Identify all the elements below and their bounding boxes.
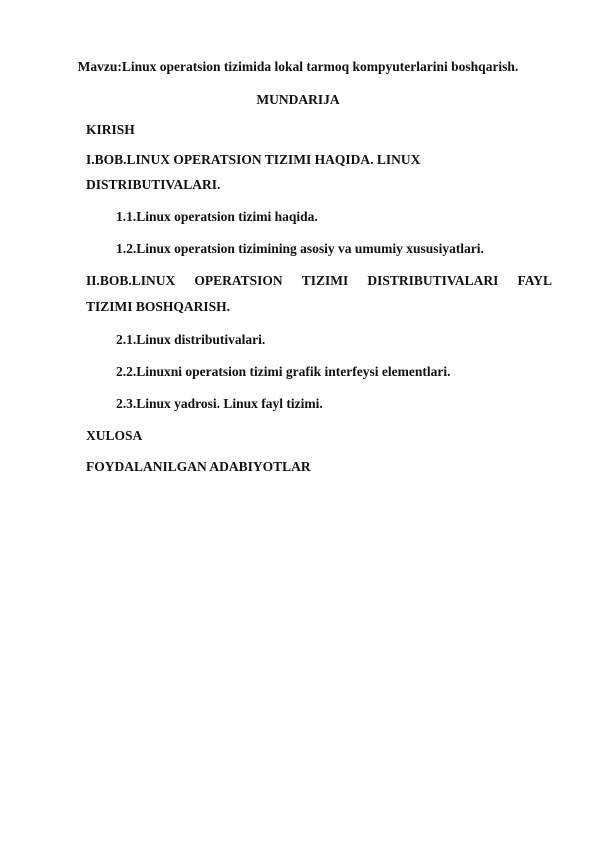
toc-item-chapter1-line2: DISTRIBUTIVALARI. — [86, 177, 221, 192]
toc-item-section-2-3: 2.3.Linux yadrosi. Linux fayl tizimi. — [116, 396, 323, 411]
toc-item-references: FOYDALANILGAN ADABIYOTLAR — [86, 459, 311, 474]
chapter2-word: TIZIMI — [301, 273, 349, 288]
toc-item-intro: KIRISH — [86, 122, 135, 137]
chapter2-word: II.BOB.LINUX — [86, 273, 176, 288]
chapter2-word: DISTRIBUTIVALARI — [367, 273, 499, 288]
chapter2-word: FAYL — [517, 273, 552, 288]
topic-title: Mavzu:Linux operatsion tizimida lokal tarmoq kompyuterlarini boshqarish. — [77, 59, 519, 74]
toc-title: MUNDARIJA — [256, 92, 340, 107]
toc-item-chapter2-line1 — [86, 273, 552, 289]
toc-item-section-2-2: 2.2.Linuxni operatsion tizimi grafik interfeysi elementlari. — [116, 364, 451, 379]
toc-item-section-2-1: 2.1.Linux distributivalari. — [116, 332, 266, 347]
toc-item-conclusion: XULOSA — [86, 428, 143, 443]
toc-item-section-1-2: 1.2.Linux operatsion tizimining asosiy va umumiy xususiyatlari. — [116, 241, 484, 256]
toc-item-chapter1-line1: I.BOB.LINUX OPERATSION TIZIMI HAQIDA. LINUX — [86, 152, 421, 167]
toc-item-chapter2-line2: TIZIMI BOSHQARISH. — [86, 299, 231, 314]
toc-item-section-1-1: 1.1.Linux operatsion tizimi haqida. — [116, 209, 318, 224]
chapter2-word: OPERATSION — [194, 273, 283, 288]
